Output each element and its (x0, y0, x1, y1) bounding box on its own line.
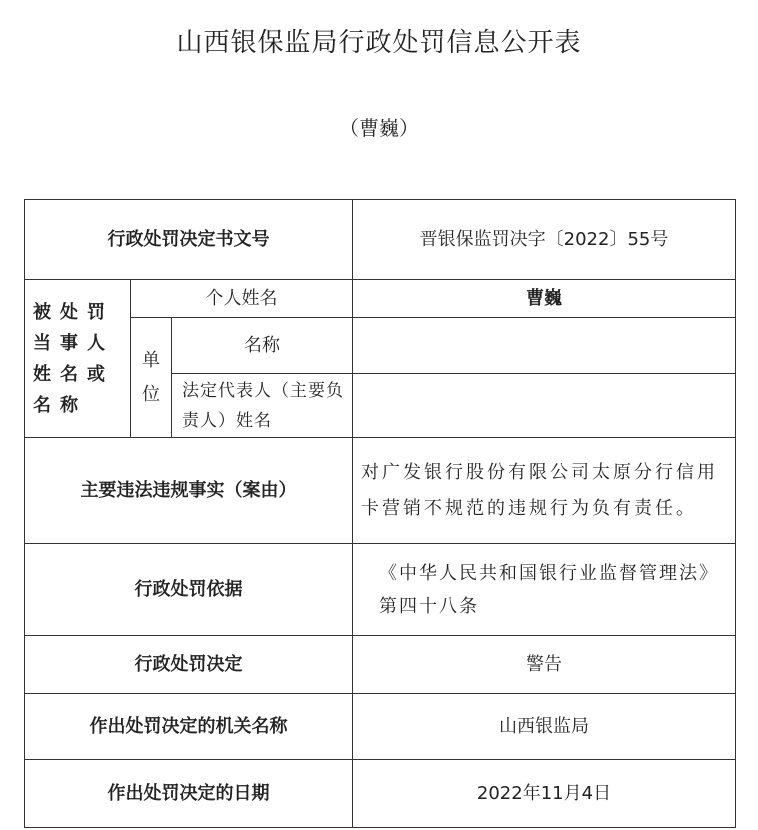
unit-label: 单位 (131, 318, 172, 438)
basis-label: 行政处罚依据 (25, 544, 353, 636)
page-subtitle: （曹巍） (339, 116, 419, 140)
unit-name-value (353, 318, 736, 374)
individual-name-label: 个人姓名 (131, 280, 353, 318)
table-row (25, 280, 736, 318)
page-title: 山西银保监局行政处罚信息公开表 (176, 28, 582, 58)
table-row (25, 200, 736, 280)
party-label: 被处罚当事人姓名或名称 (25, 280, 131, 438)
individual-name-value: 曹巍 (353, 280, 736, 318)
table-row (25, 636, 736, 694)
unit-name-label: 名称 (172, 318, 353, 374)
date-value: 2022年11月4日 (353, 760, 736, 828)
facts-value: 对广发银行股份有限公司太原分行信用卡营销不规范的违规行为负有责任。 (353, 438, 736, 544)
doc-number-value: 晋银保监罚决字〔2022〕55号 (353, 200, 736, 280)
doc-number-label: 行政处罚决定书文号 (25, 200, 353, 280)
legal-rep-label: 法定代表人（主要负责人）姓名 (172, 374, 353, 438)
decision-label: 行政处罚决定 (25, 636, 353, 694)
date-label: 作出处罚决定的日期 (25, 760, 353, 828)
legal-rep-value (353, 374, 736, 438)
penalty-info-table (24, 199, 736, 828)
table-row (25, 544, 736, 636)
table-row (25, 760, 736, 828)
basis-value: 《中华人民共和国银行业监督管理法》第四十八条 (353, 544, 736, 636)
authority-label: 作出处罚决定的机关名称 (25, 694, 353, 760)
decision-value: 警告 (353, 636, 736, 694)
table-row (25, 694, 736, 760)
table-row (25, 318, 736, 374)
facts-label: 主要违法违规事实（案由） (25, 438, 353, 544)
table-row (25, 438, 736, 544)
authority-value: 山西银监局 (353, 694, 736, 760)
